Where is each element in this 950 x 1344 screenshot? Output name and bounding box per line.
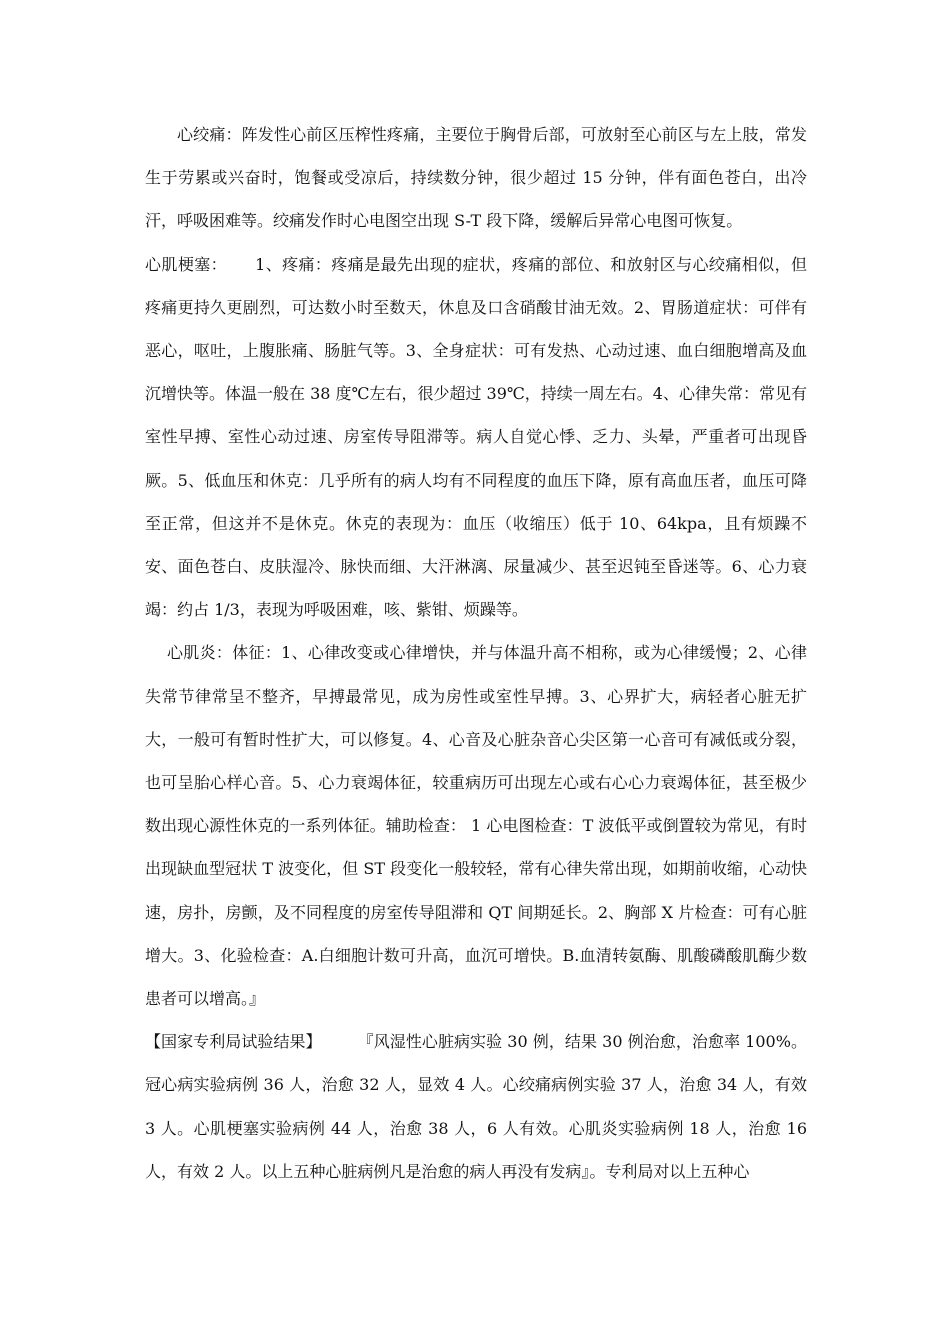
- results-label: 【国家专利局试验结果】: [145, 1032, 322, 1052]
- document-body: [145, 113, 807, 1193]
- myocarditis-paragraph: 心肌炎：体征：1、心律改变或心律增快，并与体温升高不相称，或为心律缓慢；2、心律失常节律常呈不整齐，早搏最常见，成为房性或室性早搏。3、心界扩大，病轻者心脏无扩大，一般可有暂时性扩大，可以修复。4、心音及心脏杂音心尖区第一心音可有减低或分裂，也可呈胎心样心音。5、心力衰竭体征，较重病历可出现左心或右心心力衰竭体征，甚至极少数出现心源性休克的一系列体征。辅助检查： 1 心电图检查：T 波低平或倒置较为常见，有时出现缺血型冠状 T 波变化，但 ST 段变化一般较轻，常有心律失常出现，如期前收缩，心动快速，房扑，房颤，及不同程度的房室传导阻滞和 QT 间期延长。2、胸部 X 片检查：可有心脏增大。3、化验检查：A.白细胞计数可升高，血沉可增快。B.血清转氨酶、肌酸磷酸肌酶少数患者可以增高。』: [145, 643, 807, 1009]
- results-body: 『风湿性心脏病实验 30 例，结果 30 例治愈，治愈率 100%。冠心病实验病例 36 人，治愈 32 人，显效 4 人。心绞痛病例实验 37 人，治愈 34 人，有效 3 人。心肌梗塞实验病例 44 人，治愈 38 人，6 人有效。心肌炎实验病例 18 人，治愈 16 人，有效 2 人。以上五种心脏病例凡是治愈的病人再没有发病』。专利局对以上五种心: [145, 1032, 807, 1181]
- infarction-body: 1、疼痛：疼痛是最先出现的症状，疼痛的部位、和放射区与心绞痛相似，但疼痛更持久更剧烈，可达数小时至数天，休息及口含硝酸甘油无效。2、胃肠道症状：可伴有恶心，呕吐，上腹胀痛、肠脏气等。3、全身症状：可有发热、心动过速、血白细胞增高及血沉增快等。体温一般在 38 度℃左右，很少超过 39℃，持续一周左右。4、心律失常：常见有室性早搏、室性心动过速、房室传导阻滞等。病人自觉心悸、乏力、头晕，严重者可出现昏厥。5、低血压和休克：几乎所有的病人均有不同程度的血压下降，原有高血压者，血压可降至正常，但这并不是休克。休克的表现为：血压（收缩压）低于 10、64kpa，且有烦躁不安、面色苍白、皮肤湿冷、脉快而细、大汗淋漓、尿量减少、甚至迟钝至昏迷等。6、心力衰竭：约占 1/3，表现为呼吸困难，咳、紫钳、烦躁等。: [145, 254, 807, 620]
- angina-paragraph: 心绞痛：阵发性心前区压榨性疼痛，主要位于胸骨后部，可放射至心前区与左上肢，常发生于劳累或兴奋时，饱餐或受凉后，持续数分钟，很少超过 15 分钟，伴有面色苍白，出冷汗，呼吸困难等。绞痛发作时心电图空出现 S-T 段下降，缓解后异常心电图可恢复。: [145, 125, 807, 231]
- infarction-label: 心肌梗塞：: [145, 254, 228, 274]
- infarction-paragraph: [145, 243, 807, 632]
- results-paragraph: [145, 1020, 807, 1193]
